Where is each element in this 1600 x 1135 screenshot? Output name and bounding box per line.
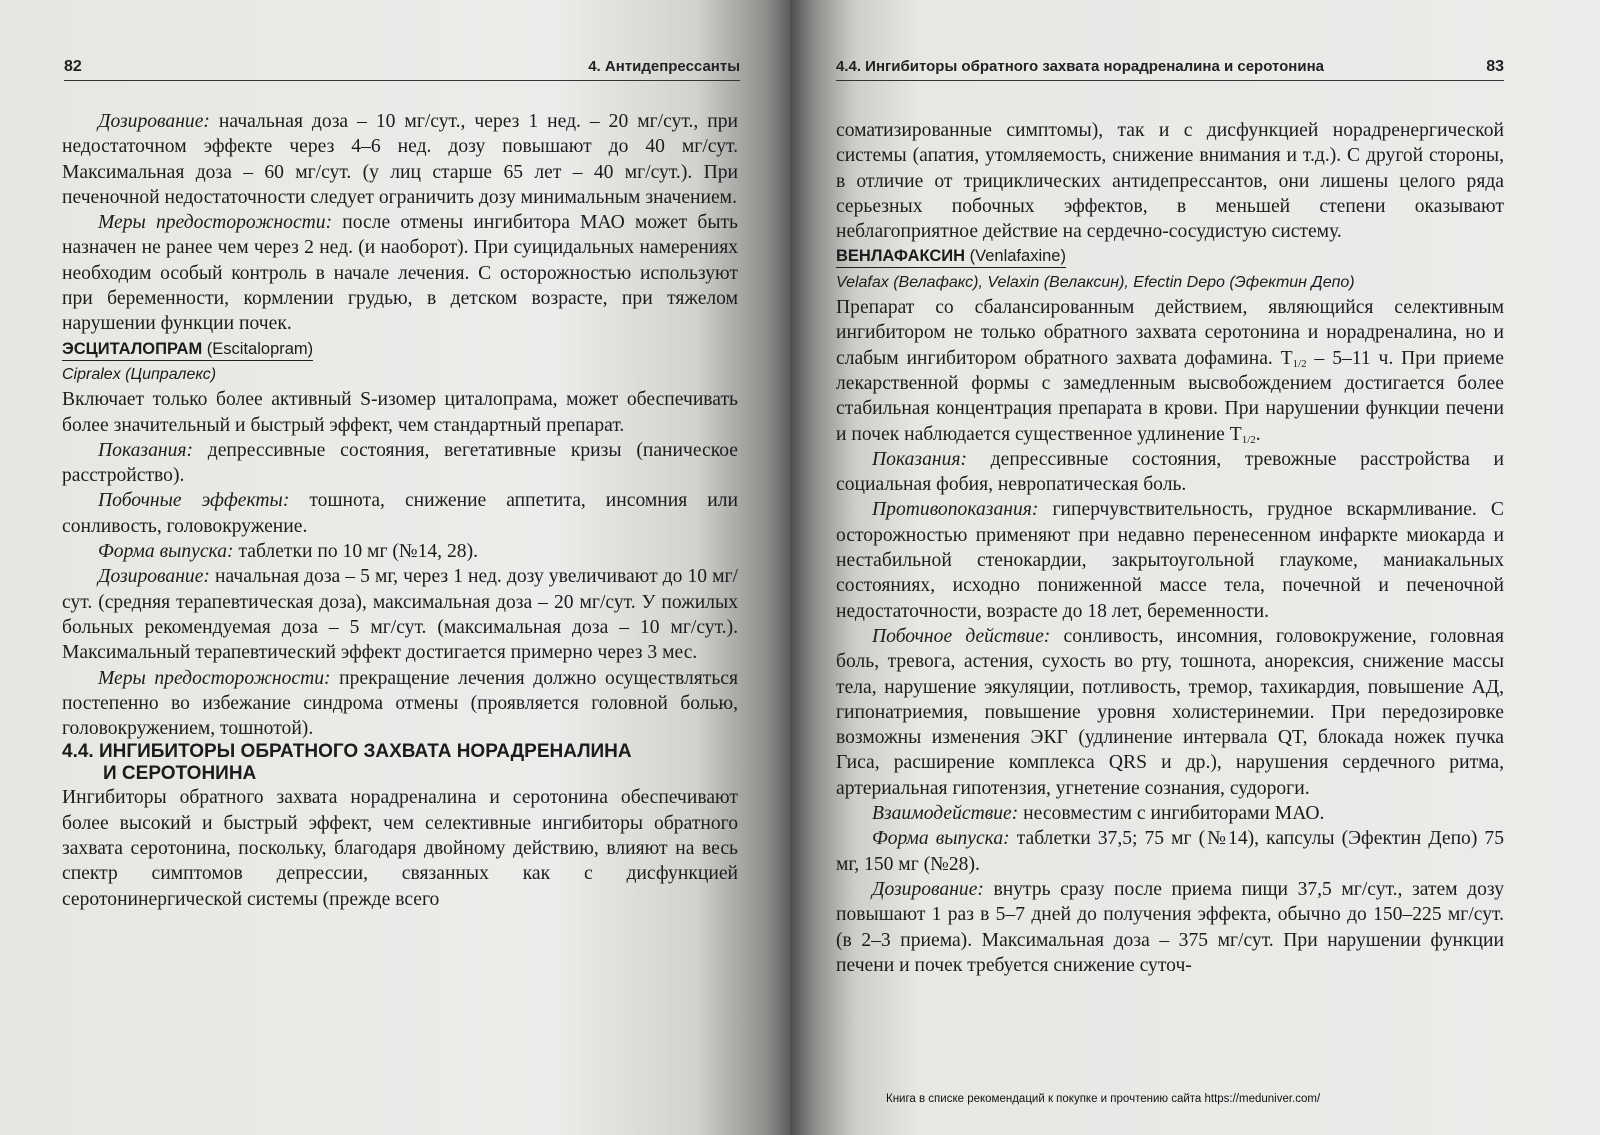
- left-page: [0, 0, 790, 1135]
- paragraph-text: Препарат со сбалансированным действием, являющийся селективным ингибитором не только обратного захвата серотонина и норадреналина, но и слабым ингибитором обратного захвата дофамина. T: [836, 297, 1504, 369]
- site-footer-note: Книга в списке рекомендаций к покупке и прочтению сайта https://meduniver.com/: [886, 1093, 1321, 1105]
- trade-names: Cipralex (Ципралекс): [62, 365, 217, 383]
- left-page-header: [64, 58, 740, 81]
- drug-heading: [62, 337, 738, 362]
- right-page-body: [836, 118, 1504, 978]
- right-page: [790, 0, 1600, 1135]
- left-page-body: [62, 109, 738, 912]
- section-title-line1: 4.4. ИНГИБИТОРЫ ОБРАТНОГО ЗАХВАТА НОРАДРЕНАЛИНА: [62, 741, 632, 763]
- drug-latin-name: (Venlafaxine): [965, 247, 1066, 266]
- paragraph-label: Форма выпуска:: [98, 541, 234, 563]
- paragraph: [836, 295, 1504, 447]
- paragraph-text: .: [1255, 423, 1261, 445]
- right-page-header: [836, 58, 1504, 81]
- paragraph-text: – 5–11 ч. При приеме лекарственной формы с замедленным высвобождением достигается более стабильная концентрация препарата в крови. При нарушении функции печени и почек наблюдается существенное удлинение T: [836, 347, 1504, 445]
- paragraph-text: начальная доза – 10 мг/сут., через 1 нед. – 20 мг/сут., при недостаточном эффекте через 4–6 нед. дозу повышают до 40 мг/сут. Максимальная доза – 60 мг/сут. (у лиц старше 65 лет – 40 мг/сут.). При печеночной недостаточности следует ограничить дозу минимальным значением.: [62, 111, 738, 208]
- trade-names: Velafax (Велафакс), Velaxin (Велаксин), Efectin Depo (Эфектин Депо): [836, 273, 1355, 291]
- paragraph: [62, 539, 738, 564]
- paragraph-label: Противопоказания:: [872, 499, 1039, 521]
- left-page-number: 82: [64, 58, 82, 75]
- paragraph-label: Побочное действие:: [872, 625, 1051, 647]
- section-title-line2: И СЕРОТОНИНА: [103, 763, 257, 785]
- paragraph-text: сонливость, инсомния, головокружение, головная боль, тревога, астения, сухость во рту, тошнота, анорексия, снижение массы тела, нарушение эякуляции, потливость, тремор, тахикардия, повышение АД, гипонатриемия, повышение уровня холистеринемии. При передозировке возможны изменения ЭКГ (удлинение интервала QT, блокада ножек пучка Гиса, расширение комплекса QRS и др.), нарушения сердечного ритма, артериальная гипотензия, угнетение сознания, судороги.: [836, 625, 1504, 799]
- paragraph: [62, 109, 738, 210]
- paragraph-text: прекращение лечения должно осуществляться постепенно во избежание синдрома отмены (проявляется головной болью, головокружением, тошнотой).: [62, 667, 738, 740]
- paragraph-label: Дозирование:: [98, 111, 210, 132]
- paragraph: [62, 564, 738, 665]
- paragraph: соматизированные симптомы), так и с дисфункцией норадренергической системы (апатия, утомляемость, снижение внимания и т.д.). С другой стороны, в отличие от трициклических антидепрессантов, они лишены целого ряда серьезных побочных эффектов, в меньшей степени оказывают неблагоприятное действие на сердечно-сосудистую систему.: [836, 120, 1504, 243]
- paragraph: [836, 624, 1504, 801]
- paragraph: [836, 447, 1504, 498]
- drug-name: ЭСЦИТАЛОПРАМ: [62, 339, 203, 358]
- paragraph-label: Показания:: [98, 439, 194, 461]
- paragraph: Ингибиторы обратного захвата норадреналина и серотонина обеспечивают более высокий и быстрый эффект, чем селективные ингибиторы обратного захвата серотонина, поскольку, благодаря двойному действию, влияют на весь спектр симптомов депрессии, связанных как с дисфункцией серотонинергической системы (прежде всего: [62, 787, 738, 910]
- paragraph-text: внутрь сразу после приема пищи 37,5 мг/сут., затем дозу повышают 1 раз в 5–7 дней до получения эффекта, обычно до 150–225 мг/сут. (в 2–3 приема). Максимальная доза – 375 мг/сут. При нарушении функции печени и почек требуется снижение суточ-: [836, 878, 1504, 976]
- drug-heading: [836, 244, 1504, 269]
- subscript: 1/2: [1241, 433, 1256, 446]
- paragraph-text: несовместим с ингибиторами МАО.: [1018, 803, 1325, 825]
- paragraph-text: после отмены ингибитора МАО может быть назначен не ранее чем через 2 нед. (и наоборот). При суицидальных намерениях необходим особый контроль в начале лечения. С осторожностью используют при беременности, кормлении грудью, в детском возрасте, при тяжелом нарушении функции почек.: [62, 212, 738, 335]
- paragraph-text: депрессивные состояния, тревожные расстройства и социальная фобия, невропатическая боль.: [836, 448, 1504, 496]
- subscript: 1/2: [1292, 357, 1307, 370]
- paragraph-label: Побочные эффекты:: [98, 490, 290, 512]
- right-page-number: 83: [1486, 58, 1504, 75]
- paragraph: Включает только более активный S-изомер циталопрама, может обеспечивать более значительный и быстрый эффект, чем стандартный препарат.: [62, 389, 738, 436]
- left-chapter-title: 4. Антидепрессанты: [588, 58, 740, 75]
- paragraph-label: Показания:: [872, 448, 968, 470]
- paragraph: [836, 826, 1504, 877]
- paragraph-label: Дозирование:: [98, 566, 210, 588]
- drug-name: ВЕНЛАФАКСИН: [836, 247, 966, 266]
- paragraph-text: начальная доза – 5 мг, через 1 нед. дозу увеличивают до 10 мг/сут. (средняя терапевтическая доза), максимальная доза – 20 мг/сут. У пожилых больных рекомендуемая доза – 5 мг/сут. (максимальная доза – 10 мг/сут.). Максимальный терапевтический эффект достигается примерно через 3 мес.: [62, 566, 738, 664]
- drug-latin-name: (Escitalopram): [202, 339, 314, 358]
- paragraph-text: депрессивные состояния, вегетативные кризы (паническое расстройство).: [62, 439, 738, 487]
- paragraph-label: Дозирование:: [872, 878, 984, 900]
- paragraph-label: Меры предосторожности:: [98, 667, 331, 689]
- paragraph-text: гиперчувствительность, грудное вскармливание. С осторожностью применяют при недавно перенесенном инфаркте миокарда и нестабильной стенокардии, закрытоугольной глаукоме, маниакальных состояниях, исходно пониженной массе тела, почечной и печеночной недостаточности, возрасте до 18 лет, беременности.: [836, 499, 1504, 622]
- paragraph-text: таблетки по 10 мг (№14, 28).: [233, 541, 478, 563]
- paragraph: [836, 877, 1504, 978]
- paragraph-label: Форма выпуска:: [872, 828, 1010, 850]
- paragraph: [62, 210, 738, 336]
- paragraph-text: тошнота, снижение аппетита, инсомния или сонливость, головокружение.: [62, 490, 738, 537]
- paragraph: [62, 666, 738, 742]
- paragraph-text: таблетки 37,5; 75 мг (№14), капсулы (Эфектин Депо) 75 мг, 150 мг (№28).: [836, 828, 1504, 875]
- right-chapter-title: 4.4. Ингибиторы обратного захвата норадреналина и серотонина: [836, 58, 1324, 75]
- paragraph-label: Меры предосторожности:: [98, 212, 333, 234]
- section-title: [62, 741, 738, 785]
- paragraph: [836, 801, 1504, 826]
- paragraph-label: Взаимодействие:: [872, 803, 1019, 825]
- paragraph: [62, 438, 738, 489]
- paragraph: [62, 488, 738, 539]
- paragraph: [836, 497, 1504, 623]
